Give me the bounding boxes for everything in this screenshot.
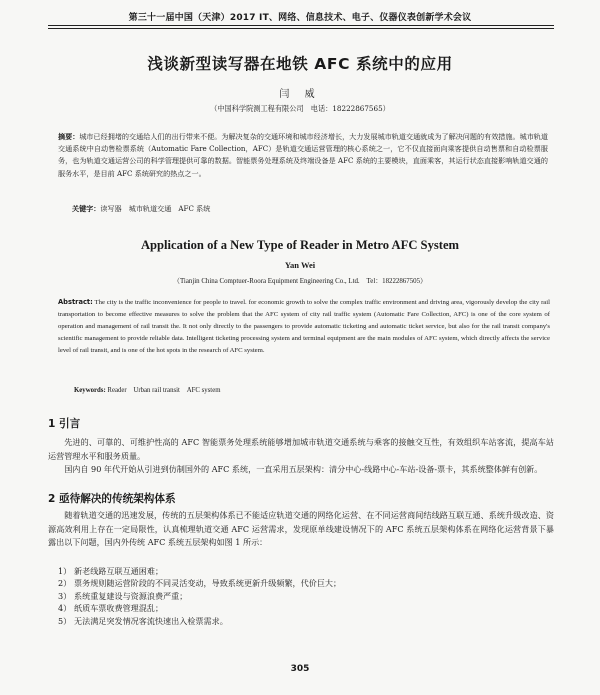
page-number: 305 xyxy=(290,664,310,674)
list-item: 5） 无法满足突发情况客流快速出入检票需求。 xyxy=(58,615,228,626)
problem-list xyxy=(48,565,554,627)
keywords-english-text: Reader Urban rail transit AFC system xyxy=(107,387,221,394)
keywords-chinese-text: 读写器 城市轨道交通 AFC 系统 xyxy=(100,204,211,213)
affiliation-chinese: （中国科学院测工程有限公司 电话：18222867565） xyxy=(210,104,390,113)
list-item: 1） 新老线路互联互通困难； xyxy=(58,566,164,576)
section-1-paragraph-2: 国内自 90 年代开始从引进到仿制国外的 AFC 系统，一直采用五层架构：清分中心-线路中心-车站-设备-票卡，其系统整体鲜有创新。 xyxy=(64,464,543,474)
list-item: 4） 纸质车票收费管理混乱； xyxy=(58,603,164,614)
list-item: 3） 系统重复建设与资源浪费严重； xyxy=(58,590,188,601)
title-english: Application of a New Type of Reader in Metro AFC System xyxy=(140,238,460,252)
keywords-english xyxy=(74,384,550,394)
affiliation-english: （Tianjin China Comptuer-Roora Equipment Engineering Co., Ltd. Tel：18222867505） xyxy=(173,278,427,285)
title-chinese: 浅谈新型读写器在地铁 AFC 系统中的应用 xyxy=(147,55,453,73)
keywords-english-label: Keywords: xyxy=(74,387,106,394)
section-1-paragraph-1: 先进的、可靠的、可维护性高的 AFC 智能票务处理系统能够增加城市轨道交通系统与乘客的接触交互性，有效组织车站客流，提高车站运营管理水平和服务质量。 xyxy=(48,437,554,461)
abstract-chinese-text: 城市已经拥堵的交通给人们的出行带来不便。为解决复杂的交通环境和城市经济增长，大力发展城市轨道交通就成为了解决问题的有效措施。城市轨道交通系统中自动售检票系统（Automatic Fare Collection，AFC）是轨道交通运营管理的核心系统之一，它不仅直接面向乘客提供自动售票和自动检票服务，也为轨道交通运营公司的科学管理提供可靠的数据。智能票务处理系统及终端设备是 AFC 系统的主要模块，直面乘客，其运行状态直接影响轨道交通的服务水平，是目前 AFC 系统研究的热点之一。 xyxy=(58,132,549,178)
abstract-english-label: Abstract: xyxy=(58,298,93,306)
running-header: 第三十一届中国（天津）2017 IT、网络、信息技术、电子、仪器仪表创新学术会议 xyxy=(128,13,472,23)
header-rule-top xyxy=(48,25,554,26)
keywords-chinese-label: 关键字： xyxy=(72,204,101,213)
author-chinese: 闫 威 xyxy=(279,89,321,100)
section-heading-architecture: 2 亟待解决的传统架构体系 xyxy=(48,493,176,505)
keywords-chinese xyxy=(72,204,548,214)
section-2-paragraph-1: 随着轨道交通的迅速发展，传统的五层架构体系已不能适应轨道交通的网络化运营、在不同运营商间结线路互联互通、系统升级改造、资源高效利用上存在一定局限性，认真梳理轨道交通 AFC 运营需求，发现原单线建设情况下的 AFC 系统五层架构体系在网络化运营背景下暴露出以下问题，国内外传统 AFC 系统五层架构如图 1 所示： xyxy=(48,510,554,547)
list-item: 2） 票务规则随运营阶段的不同灵活变动，导致系统更新升级频繁，代价巨大； xyxy=(58,578,342,589)
section-heading-introduction: 1 引言 xyxy=(48,418,81,430)
abstract-english xyxy=(58,296,550,357)
abstract-english-text: The city is the traffic inconvenience for people to travel. for economic growth to solve the complex traffic environment and driving area, vigorously develop the city rail transportation to become effective measures to solve the problem that the AFC system of city rail traffic system (Automatic Fare Collection, AFC) is one of the core system of operation and management of rail transit the. It not only directly to the passengers to provide automatic ticketing and automatic ticket service, but also for the rail transit company's scientific management to provide reliable data. Intelligent ticketing processing system and terminal equipment are the main modules of AFC system, which directly affects the service level of rail transit, and is one of the hot spots in the research of AFC system. xyxy=(58,299,550,354)
author-english: Yan Wei xyxy=(284,260,316,270)
header-rule-bottom xyxy=(48,28,554,29)
abstract-chinese-label: 摘要： xyxy=(58,132,80,141)
abstract-chinese xyxy=(58,131,548,180)
